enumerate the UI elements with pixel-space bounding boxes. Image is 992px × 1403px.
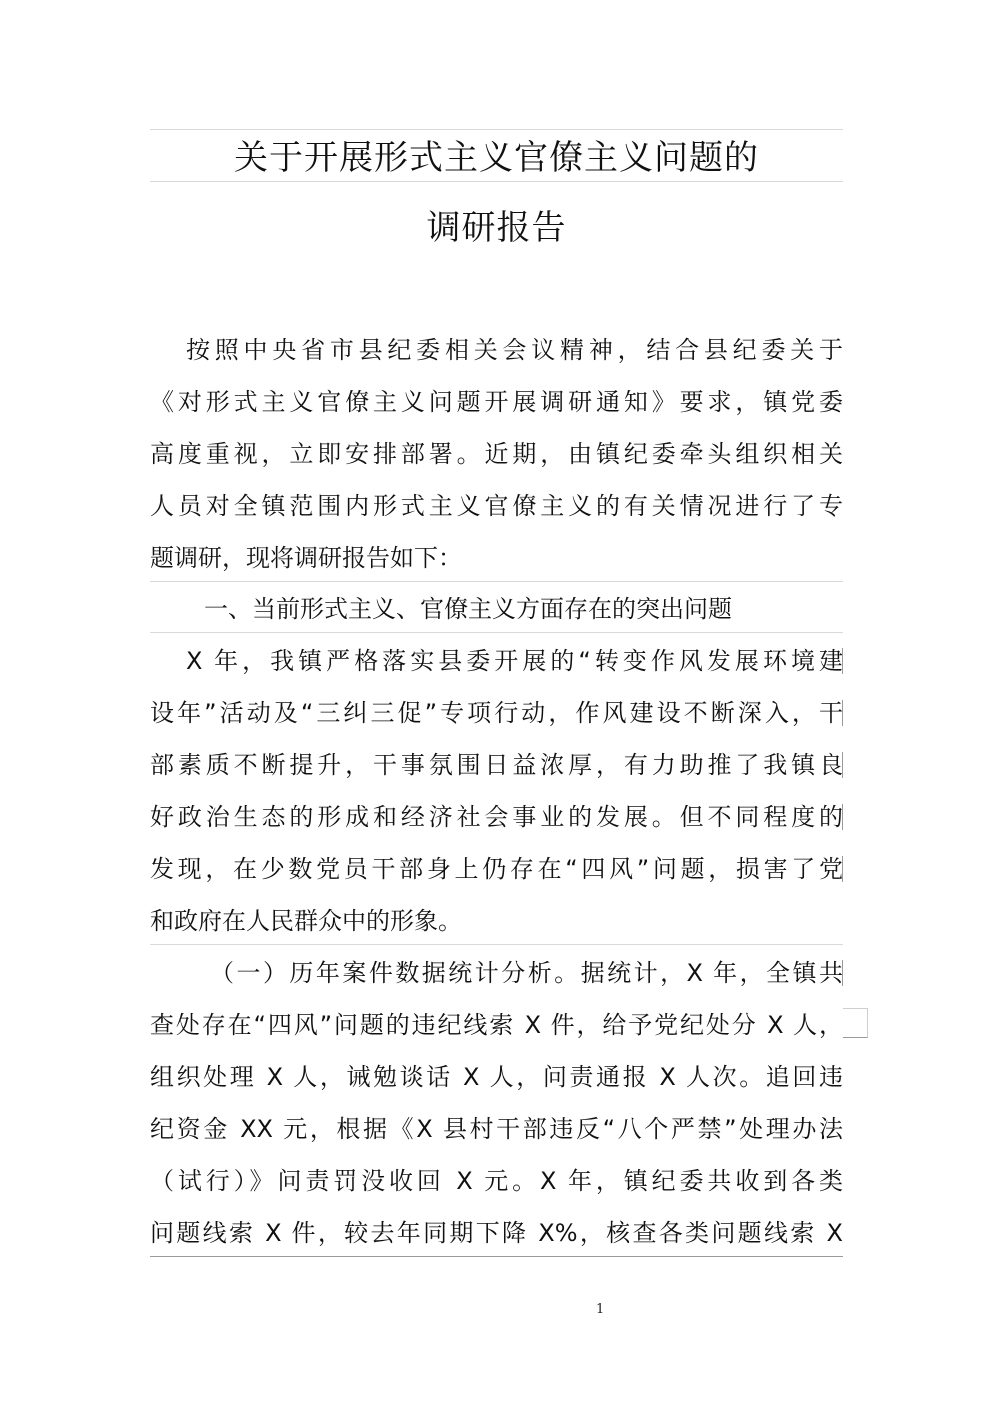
subsection-1-line-6: 问题线索 X 件，较去年同期下降 X%，核查各类问题线索 X — [150, 1219, 843, 1247]
margin-bar — [842, 752, 843, 778]
margin-bar — [842, 804, 843, 830]
section-1-line-3: 部素质不断提升，干事氛围日益浓厚，有力助推了我镇良 — [150, 751, 843, 779]
subsection-1-line-4: 纪资金 XX 元，根据《X 县村干部违反“八个严禁”处理办法 — [150, 1115, 843, 1143]
title-rule-top — [150, 129, 843, 130]
margin-bar — [842, 700, 843, 726]
subsection-1-line-2: 查处存在“四风”问题的违纪线索 X 件，给予党纪处分 X 人， — [150, 1011, 843, 1039]
section-1-line-1: X 年，我镇严格落实县委开展的“转变作风发展环境建 — [186, 647, 843, 675]
section-1-line-2: 设年”活动及“三纠三促”专项行动，作风建设不断深入，干 — [150, 699, 843, 727]
bottom-rule — [150, 1256, 843, 1257]
section-1-end-rule — [150, 944, 843, 945]
intro-line-5: 题调研，现将调研报告如下： — [150, 544, 462, 572]
intro-line-4: 人员对全镇范围内形式主义官僚主义的有关情况进行了专 — [150, 492, 843, 520]
intro-line-2: 《对形式主义官僚主义问题开展调研通知》要求，镇党委 — [150, 388, 843, 416]
section-1-rule — [150, 632, 843, 633]
subsection-1-line-3: 组织处理 X 人，诫勉谈话 X 人，问责通报 X 人次。追回违 — [150, 1063, 843, 1091]
page-number: 1 — [596, 1302, 605, 1317]
intro-rule — [150, 581, 843, 582]
section-1-heading: 一、当前形式主义、官僚主义方面存在的突出问题 — [204, 595, 732, 623]
margin-bar — [842, 648, 843, 674]
title-rule-middle — [150, 181, 843, 182]
margin-box — [843, 1008, 868, 1038]
subsection-1-line-5: （试行）》问责罚没收回 X 元。X 年，镇纪委共收到各类 — [150, 1167, 843, 1195]
margin-bar — [842, 960, 843, 986]
title-line-1: 关于开展形式主义官僚主义问题的 — [234, 138, 759, 178]
intro-line-1: 按照中央省市县纪委相关会议精神，结合县纪委关于 — [186, 336, 843, 364]
intro-line-3: 高度重视，立即安排部署。近期，由镇纪委牵头组织相关 — [150, 440, 843, 468]
section-1-line-4: 好政治生态的形成和经济社会事业的发展。但不同程度的 — [150, 803, 843, 831]
section-1-line-6: 和政府在人民群众中的形象。 — [150, 907, 462, 935]
subsection-1-line-1: （一）历年案件数据统计分析。据统计，X 年，全镇共 — [210, 959, 843, 987]
margin-bar — [842, 856, 843, 882]
section-1-line-5: 发现，在少数党员干部身上仍存在“四风”问题，损害了党 — [150, 855, 843, 883]
title-line-2: 调研报告 — [426, 208, 567, 248]
